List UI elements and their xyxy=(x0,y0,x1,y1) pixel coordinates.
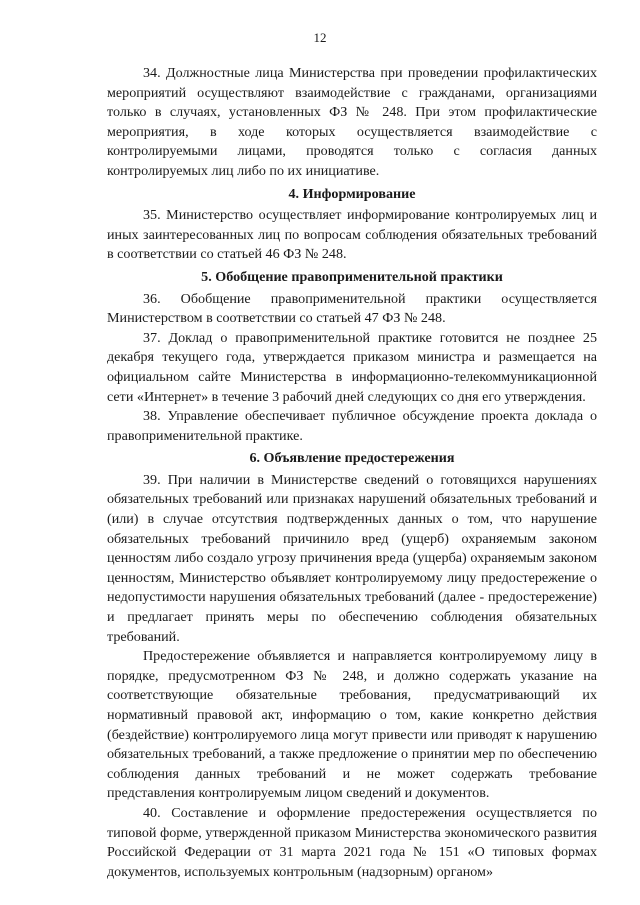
paragraph-warning-content: Предостережение объявляется и направляется контролируемому лицу в порядке, предусмотренном ФЗ № 248, и должно содержать указание на соответствующие обязательные требования, предусматривающий их нормативный правовой акт, информацию о том, какие конкретно действия (бездействие) контролируемого лица могут привести или приводят к нарушению обязательных требований, а также предложение о принятии мер по обеспечению соблюдения данных требований и не может содержать требование представления контролируемым лицом сведений и документов. xyxy=(107,648,597,802)
document-body xyxy=(107,64,597,882)
paragraph-37: 37. Доклад о правоприменительной практике готовится не позднее 25 декабря текущего года, утверждается приказом министра и размещается на официальном сайте Министерства в информационно-телекоммуникационной сети «Интернет» в течение 3 рабочий дней следующих со дня его утверждения. xyxy=(107,329,597,405)
paragraph-38: 38. Управление обеспечивает публичное обсуждение проекта доклада о правоприменительной практике. xyxy=(107,408,597,444)
section-heading-warning: 6. Объявление предостережения xyxy=(249,450,455,467)
paragraph-34: 34. Должностные лица Министерства при проведении профилактических мероприятий осуществляют взаимодействие с гражданами, организациями только в случаях, установленных ФЗ № 248. При этом профилактические мероприятия, в ходе которых осуществляется взаимодействие с контролируемыми лицами, проводятся только с согласия данных контролируемых лиц либо по их инициативе. xyxy=(107,65,597,179)
paragraph-39: 39. При наличии в Министерстве сведений о готовящихся нарушениях обязательных требований или признаках нарушений обязательных требований и (или) в случае отсутствия подтвержденных данных о том, что нарушение обязательных требований причинило вред (ущерб) охраняемым законом ценностям либо создало угрозу причинения вреда (ущерба) охраняемым законом ценностям, Министерство объявляет контролируемому лицу предостережение о недопустимости нарушения обязательных требований (далее - предостережение) и предлагает принять меры по обеспечению соблюдения обязательных требований. xyxy=(107,471,597,645)
paragraph-35: 35. Министерство осуществляет информирование контролируемых лиц и иных заинтересованных лиц по вопросам соблюдения обязательных требований в соответствии со статьей 46 ФЗ № 248. xyxy=(107,207,597,263)
section-heading-informing: 4. Информирование xyxy=(288,185,416,202)
section-heading-law-practice: 5. Обобщение правоприменительной практики xyxy=(201,268,503,285)
page-number: 12 xyxy=(313,30,327,45)
paragraph-40: 40. Составление и оформление предостережения осуществляется по типовой форме, утвержденной приказом Министерства экономического развития Российской Федерации от 31 марта 2021 года № 151 «О типовых формах документов, используемых контрольным (надзорным) органом» xyxy=(107,804,597,880)
paragraph-36: 36. Обобщение правоприменительной практики осуществляется Министерством в соответствии со статьей 47 ФЗ № 248. xyxy=(107,290,597,327)
